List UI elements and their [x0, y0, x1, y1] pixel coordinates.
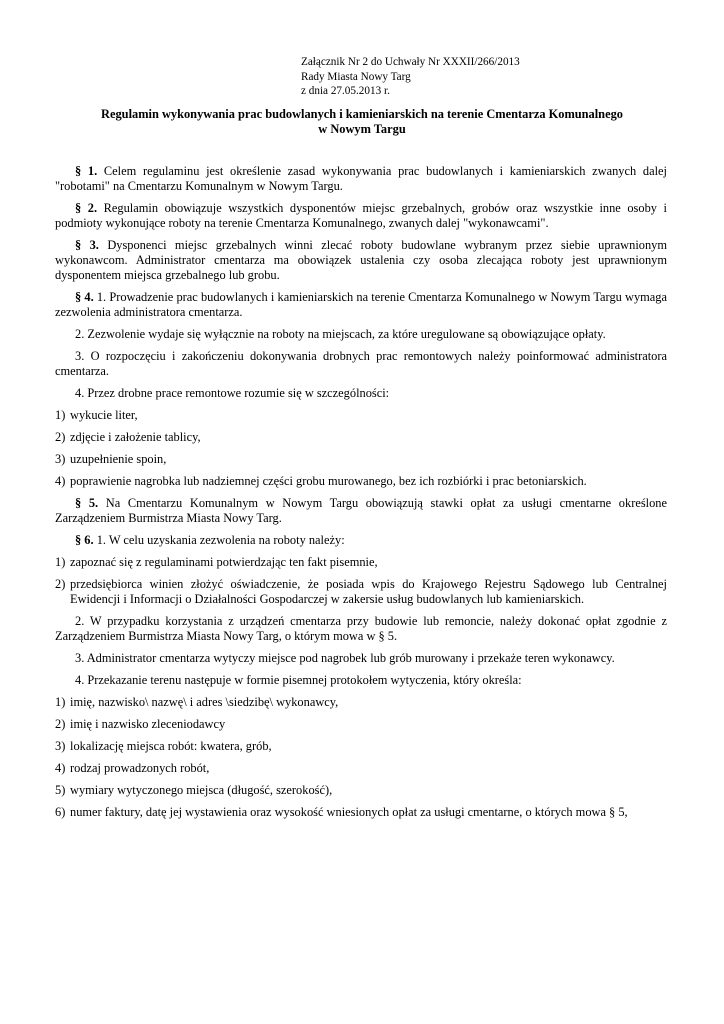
list-text: wykucie liter,	[70, 408, 138, 422]
list-number: 3)	[55, 739, 66, 753]
list-number: 2)	[55, 577, 66, 591]
header-line-3: z dnia 27.05.2013 r.	[301, 85, 390, 97]
list-item	[55, 695, 667, 710]
list-number: 1)	[55, 555, 66, 569]
list-number: 5)	[55, 783, 66, 797]
section-6-point-4: 4. Przekazanie terenu następuje w formie pisemnej protokołem wytyczenia, który określa:	[75, 673, 522, 687]
list-number: 4)	[55, 761, 66, 775]
list-item	[55, 783, 667, 798]
section-6-point-2: 2. W przypadku korzystania z urządzeń cmentarza przy budowie lub remoncie, należy dokonać opłat zgodnie z Zarządzeniem Burmistrza Miasta Nowy Targ, o którym mowa w § 5.	[55, 614, 667, 643]
list-text: zdjęcie i założenie tablicy,	[70, 430, 201, 444]
section-mark: § 2.	[75, 201, 98, 215]
list-item	[55, 805, 667, 820]
list-item	[55, 577, 667, 607]
list-number: 2)	[55, 430, 66, 444]
section-text: 1. Prowadzenie prac budowlanych i kamieniarskich na terenie Cmentarza Komunalnego w Nowym Targu wymaga zezwolenia administratora cmentarza.	[55, 290, 668, 319]
section-6-protocol-list	[55, 695, 667, 820]
header-line-2: Rady Miasta Nowy Targ	[301, 70, 411, 83]
section-mark: § 5.	[75, 496, 99, 510]
section-text: Regulamin obowiązuje wszystkich dysponentów miejsc grzebalnych, grobów oraz wszystkie inne osoby i podmioty wykonujące roboty na terenie Cmentarza Komunalnego, zwanych dalej "wykonawcami".	[55, 201, 667, 230]
document-title	[40, 107, 684, 137]
document-body	[55, 164, 667, 827]
list-text: poprawienie nagrobka lub nadziemnej części grobu murowanego, bez ich rozbiórki i prac betoniarskich.	[70, 474, 587, 488]
list-number: 1)	[55, 695, 66, 709]
list-text: rodzaj prowadzonych robót,	[70, 761, 210, 775]
list-item	[55, 474, 667, 489]
list-text: numer faktury, datę jej wystawienia oraz wysokość wniesionych opłat za usługi cmentarne, o których mowa § 5,	[70, 805, 628, 819]
section-mark: § 3.	[75, 238, 99, 252]
section-text: Na Cmentarzu Komunalnym w Nowym Targu obowiązują stawki opłat za usługi cmentarne określone Zarządzeniem Burmistrza Miasta Nowy Targ.	[55, 496, 667, 525]
list-item	[55, 761, 667, 776]
section-4-list	[55, 408, 667, 489]
list-item	[55, 430, 667, 445]
list-item	[55, 555, 667, 570]
section-4	[55, 290, 667, 320]
section-mark: § 1.	[75, 164, 98, 178]
list-text: imię i nazwisko zleceniodawcy	[70, 717, 226, 731]
list-text: uzupełnienie spoin,	[70, 452, 167, 466]
list-item	[55, 739, 667, 754]
list-text: zapoznać się z regulaminami potwierdzając ten fakt pisemnie,	[70, 555, 378, 569]
section-text: Celem regulaminu jest określenie zasad wykonywania prac budowlanych i kamieniarskich zwanych dalej "robotami" na Cmentarzu Komunalnym w Nowym Targu.	[55, 164, 667, 193]
list-item	[55, 452, 667, 467]
list-text: imię, nazwisko\ nazwę\ i adres \siedzibę\ wykonawcy,	[70, 695, 339, 709]
list-item	[55, 717, 667, 732]
title-line-1: Regulamin wykonywania prac budowlanych i kamieniarskich na terenie Cmentarza Komunalnego	[101, 107, 623, 121]
header-line-1: Załącznik Nr 2 do Uchwały Nr XXXII/266/2013	[301, 56, 520, 68]
section-text: Dysponenci miejsc grzebalnych winni zlecać roboty budowlane wybranym przez siebie uprawnionym wykonawcom. Administrator cmentarza ma obowiązek ustalenia czy osoba zlecająca roboty jest uprawnionym dysponentem miejsca grzebalnego lub grobu.	[55, 238, 667, 282]
list-number: 6)	[55, 805, 66, 819]
attachment-header	[301, 55, 520, 99]
section-text: 1. W celu uzyskania zezwolenia na roboty należy:	[93, 533, 345, 547]
section-6-point-3: 3. Administrator cmentarza wytyczy miejsce pod nagrobek lub grób murowany i przekaże teren wykonawcy.	[75, 651, 615, 665]
section-6	[55, 533, 667, 548]
section-5	[55, 496, 667, 526]
list-text: wymiary wytyczonego miejsca (długość, szerokość),	[70, 783, 333, 797]
section-6-list	[55, 555, 667, 607]
section-mark: § 6.	[75, 533, 94, 547]
list-text: przedsiębiorca winien złożyć oświadczenie, że posiada wpis do Krajowego Rejestru Sądowego lub Centralnej Ewidencji i Informacji o Działalności Gospodarczej w zakersie usług budowlanych lub kamieniarskich.	[70, 577, 667, 606]
section-4-point-3: 3. O rozpoczęciu i zakończeniu dokonywania drobnych prac remontowych należy poinformować administratora cmentarza.	[55, 349, 667, 378]
section-4-point-2: 2. Zezwolenie wydaje się wyłącznie na roboty na miejscach, za które uregulowane są obowiązujące opłaty.	[75, 327, 606, 341]
section-4-point-4: 4. Przez drobne prace remontowe rozumie się w szczególności:	[75, 386, 390, 400]
section-2	[55, 201, 667, 231]
list-item	[55, 408, 667, 423]
list-number: 3)	[55, 452, 66, 466]
title-line-2: w Nowym Targu	[318, 122, 406, 136]
list-number: 1)	[55, 408, 66, 422]
list-number: 2)	[55, 717, 66, 731]
section-mark: § 4.	[75, 290, 94, 304]
list-text: lokalizację miejsca robót: kwatera, grób,	[70, 739, 272, 753]
section-1	[55, 164, 667, 194]
list-number: 4)	[55, 474, 66, 488]
section-3	[55, 238, 667, 283]
